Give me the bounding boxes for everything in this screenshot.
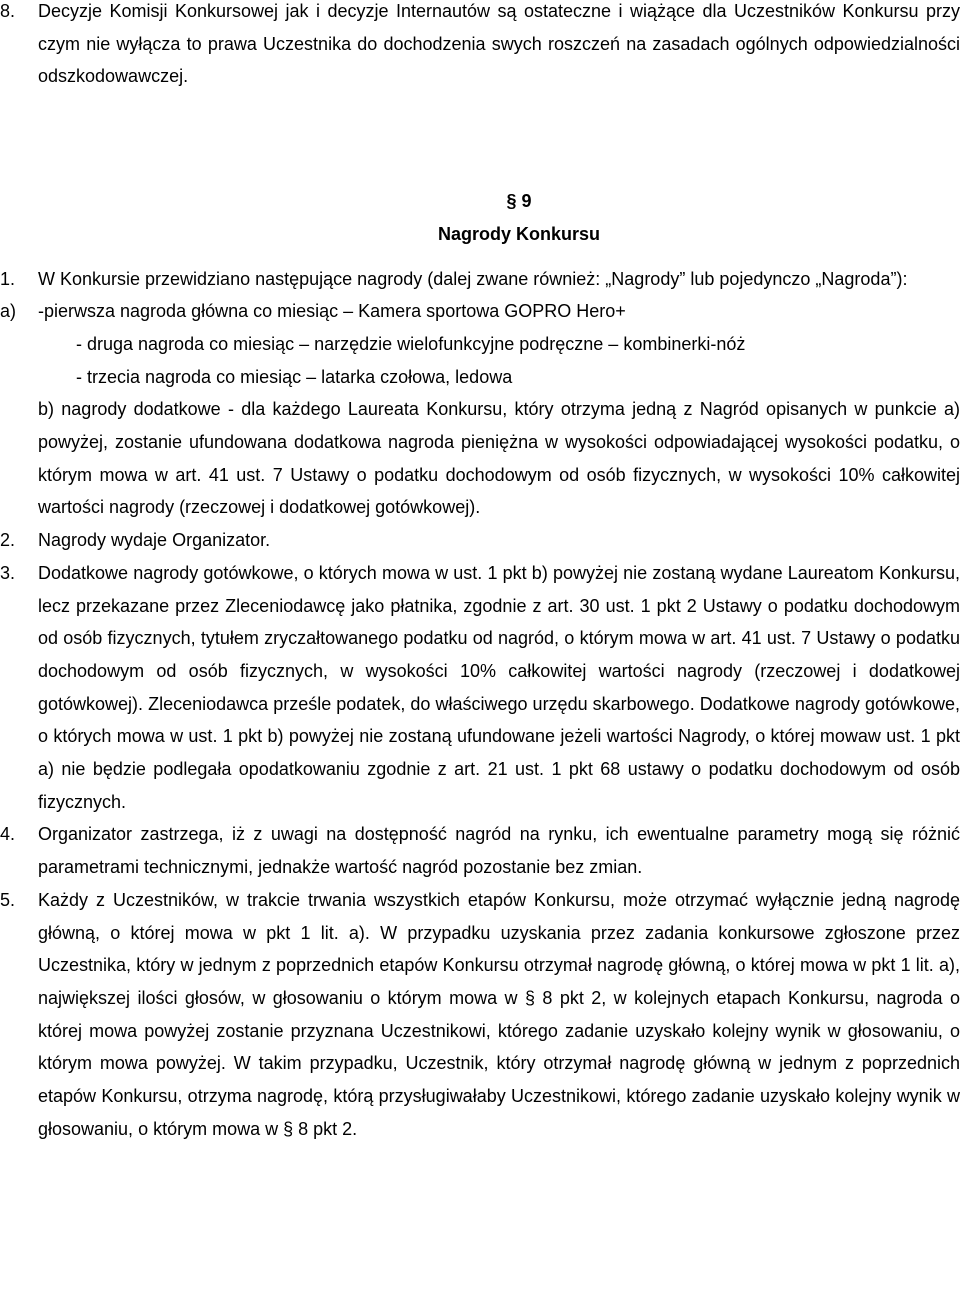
paragraph-text: Każdy z Uczestników, w trakcie trwania wszystkich etapów Konkursu, może otrzymać wyłącznie jedną nagrodę główną, o której mowa w pkt 1 lit. a). W przypadku uzyskania przez zadania konkursowe zgłoszone przez Uczestnika, który w jednym z poprzednich etapów Konkursu otrzymał nagrodę główną, o której mowa w pkt 1 lit. a), największej ilości głosów, w głosowaniu o którym mowa w § 8 pkt 2, w kolejnych etapach Konkursu, nagroda o której mowa powyżej zostanie przyznana Uczestnikowi, którego zadanie uzyskało kolejny wynik w głosowaniu, o którym mowa powyżej. W takim przypadku, Uczestnik, który otrzymał nagrodę główną w jednym z poprzednich etapów Konkursu, otrzyma nagrodę, którą przysługiwałaby Uczestnikowi, którego zadanie uzyskało kolejny wynik w głosowaniu, o którym mowa w § 8 pkt 2.: [38, 889, 960, 1139]
paragraph-text: Dodatkowe nagrody gotówkowe, o których mowa w ust. 1 pkt b) powyżej nie zostaną wydane Laureatom Konkursu, lecz przekazane przez Zleceniodawcę jako płatnika, zgodnie z art. 30 ust. 1 pkt 2 Ustawy o podatku dochodowym od osób fizycznych, tytułem zryczałtowanego podatku od nagród, o którym mowa w art. 41 ust. 7 Ustawy o podatku dochodowym od osób fizycznych, w wysokości 10% całkowitej wartości nagrody (rzeczowej i dodatkowej gotówkowej). Zleceniodawca prześle podatek, do właściwego urzędu skarbowego. Dodatkowe nagrody gotówkowe, o których mowa w ust. 1 pkt b) powyżej nie zostaną ufundowane jeżeli wartości Nagrody, o której mowaw ust. 1 pkt a) nie będzie podlegała opodatkowaniu zgodnie z art. 21 ust. 1 pkt 68 ustawy o podatku dochodowym od osób fizycznych.: [38, 562, 960, 812]
prize-list-a: [0, 295, 960, 393]
paragraph-1: [0, 263, 960, 296]
paragraph-number: 8.: [0, 1, 16, 21]
section-symbol: § 9: [506, 191, 532, 212]
paragraph-text: W Konkursie przewidziano następujące nagrody (dalej zwane również: „Nagrody” lub pojedynczo „Nagroda”):: [38, 268, 908, 289]
paragraph-8: [0, 0, 960, 93]
prize-first: -pierwsza nagroda główna co miesiąc – Kamera sportowa GOPRO Hero+: [38, 301, 626, 322]
section-title: Nagrody Konkursu: [437, 223, 601, 244]
prize-second: - druga nagroda co miesiąc – narzędzie wielofunkcyjne podręczne – kombinerki-nóż: [76, 333, 746, 354]
paragraph-number: 5.: [0, 889, 16, 910]
paragraph-5: [0, 884, 960, 1146]
paragraph-number: 1.: [0, 268, 16, 289]
paragraph-number: 4.: [0, 824, 16, 845]
paragraph-text: Organizator zastrzega, iż z uwagi na dostępność nagród na rynku, ich ewentualne parametry mogą się różnić parametrami technicznymi, jednakże wartość nagród pozostanie bez zmian.: [38, 824, 960, 878]
paragraph-number: 3.: [0, 562, 16, 583]
list-label-a: a): [0, 301, 17, 322]
prize-third: - trzecia nagroda co miesiąc – latarka czołowa, ledowa: [76, 366, 513, 387]
paragraph-2: [0, 524, 960, 557]
paragraph-text: Decyzje Komisji Konkursowej jak i decyzje Internautów są ostateczne i wiążące dla Uczestników Konkursu przy czym nie wyłącza to prawa Uczestnika do dochodzenia swych roszczeń na zasadach ogólnych odpowiedzialności odszkodowawczej.: [38, 1, 960, 87]
paragraph-number: 2.: [0, 530, 16, 551]
paragraph-3: [0, 557, 960, 819]
paragraph-4: [0, 818, 960, 883]
prize-list-b: b) nagrody dodatkowe - dla każdego Laureata Konkursu, który otrzyma jedną z Nagród opisanych w punkcie a) powyżej, zostanie ufundowana dodatkowa nagroda pieniężna w wysokości odpowiadającej wysokości podatku, o którym mowa w art. 41 ust. 7 Ustawy o podatku dochodowym od osób fizycznych, w wysokości 10% całkowitej wartości nagrody (rzeczowej i dodatkowej gotówkowej).: [38, 399, 960, 518]
paragraph-text: Nagrody wydaje Organizator.: [38, 530, 271, 551]
